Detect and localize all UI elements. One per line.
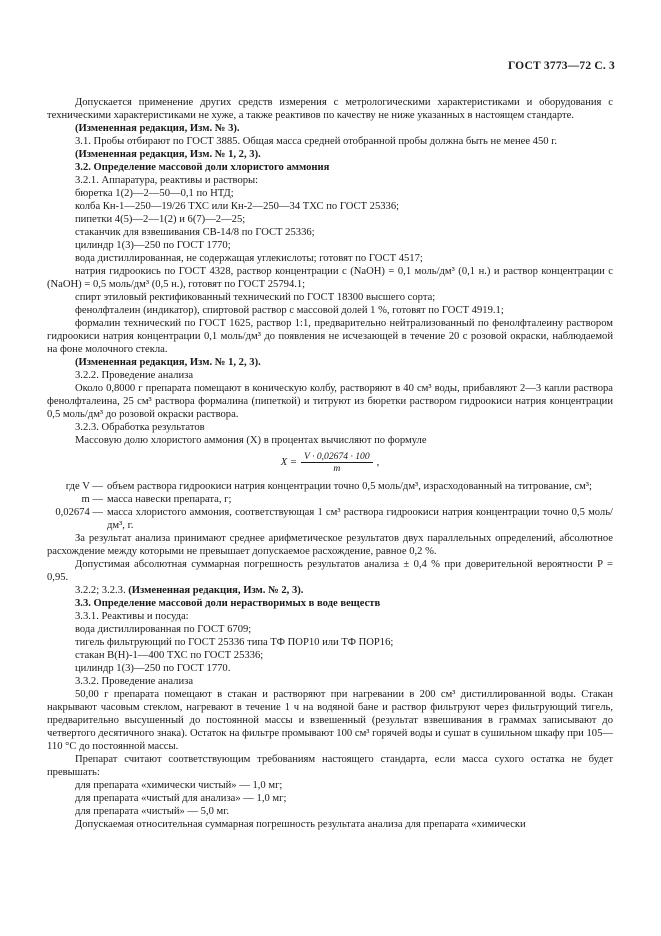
- list-item: цилиндр 1(3)—250 по ГОСТ 1770;: [75, 240, 231, 251]
- revision-clauses: 3.2.2; 3.2.3.: [75, 585, 126, 596]
- paragraph: 50,00 г препарата помещают в стакан и растворяют при нагревании в 200 см³ дистиллированной воды. Стакан накрывают часовым стеклом, нагревают в течение 1 ч на водяной бане и раствор фильтруют через фильтрующий тигель, предварительно высушенный до постоянной массы и взвешенный (результат взвешивания в граммах записывают до четвертого десятичного знака). Остаток на фильтре промывают 100 см³ горячей воды и сушат в сушильном шкафу при 105—110 °С до постоянной массы.: [47, 689, 613, 752]
- list-item: вода дистиллированная по ГОСТ 6709;: [75, 624, 252, 635]
- definition-text: масса хлористого аммония, соответствующая 1 см³ раствора гидроокиси натрия концентрации точно 0,5 моль/дм³, г.: [107, 507, 613, 531]
- list-item: натрия гидроокись по ГОСТ 4328, раствор концентрации c (NaOH) = 0,1 моль/дм³ (0,1 н.) и раствор концентрации c (NaOH) = 0,5 моль/дм³ (0,5 н.), готовят по ГОСТ 25794.1;: [47, 266, 613, 290]
- section-heading: 3.2. Определение массовой доли хлористого аммония: [75, 162, 330, 173]
- definition-row: [47, 480, 613, 493]
- page-header: ГОСТ 3773—72 С. 3: [507, 60, 615, 72]
- paragraph: Массовую долю хлористого аммония (X) в процентах вычисляют по формуле: [75, 435, 427, 446]
- subsection-heading: 3.2.1. Аппаратура, реактивы и растворы:: [75, 175, 259, 186]
- list-item: пипетки 4(5)—2—1(2) и 6(7)—2—25;: [75, 214, 246, 225]
- formula: [47, 451, 613, 474]
- section-heading: 3.3. Определение массовой доли нерастворимых в воде веществ: [75, 598, 381, 609]
- list-item: колба Кн-1—250—19/26 ТХС или Кн-2—250—34 ТХС по ГОСТ 25336;: [75, 201, 400, 212]
- list-item: спирт этиловый ректификованный технический по ГОСТ 18300 высшего сорта;: [75, 292, 436, 303]
- paragraph: За результат анализа принимают среднее арифметическое результатов двух параллельных определений, абсолютное расхождение между которыми не превышает допускаемое расхождение, равное 0,2 %.: [47, 533, 613, 557]
- list-item: для препарата «чистый» — 5,0 мг.: [75, 806, 230, 817]
- formula-tail: ,: [376, 457, 380, 468]
- paragraph: Допустимая абсолютная суммарная погрешность результатов анализа ± 0,4 % при доверительной вероятности P = 0,95.: [47, 559, 613, 583]
- definition-row: [47, 493, 613, 506]
- subsection-heading: 3.2.3. Обработка результатов: [75, 422, 205, 433]
- paragraph: Допускается применение других средств измерения с метрологическими характеристиками и оборудования с техническими характеристиками не хуже, а также реактивов по качеству не ниже указанных в настоящем стандарте.: [47, 97, 613, 121]
- list-item: стакан В(Н)-1—400 ТХС по ГОСТ 25336;: [75, 650, 264, 661]
- paragraph: Около 0,8000 г препарата помещают в коническую колбу, растворяют в 40 см³ воды, прибавляют 2—3 капли раствора фенолфталеина, 25 см³ раствора формалина (пипеткой) и титруют из бюретки раствором гидроокиси натрия концентрации 0,5 моль/дм³ до розовой окраски раствора.: [47, 383, 613, 420]
- list-item: для препарата «чистый для анализа» — 1,0 мг;: [75, 793, 287, 804]
- list-item: формалин технический по ГОСТ 1625, раствор 1:1, предварительно нейтрализованный по фенолфталеину раствором гидроокиси натрия концентрации 0,1 моль/дм³ до появления не исчезающей в течение 20 с розовой окраски, наблюдаемой на фоне молочного стекла.: [47, 318, 613, 355]
- list-item: бюретка 1(2)—2—50—0,1 по НТД;: [75, 188, 234, 199]
- definition-symbol: 0,02674 —: [55, 507, 103, 518]
- definition-text: масса навески препарата, г;: [107, 494, 232, 505]
- formula-denominator: m: [333, 463, 341, 474]
- definition-symbol: m —: [81, 494, 103, 505]
- revision-note: (Измененная редакция, Изм. № 3).: [75, 123, 240, 134]
- revision-note: (Измененная редакция, Изм. № 2, 3).: [128, 585, 304, 596]
- paragraph: 3.1. Пробы отбирают по ГОСТ 3885. Общая масса средней отобранной пробы должна быть не менее 450 г.: [75, 136, 558, 147]
- subsection-heading: 3.2.2. Проведение анализа: [75, 370, 194, 381]
- definition-text: объем раствора гидроокиси натрия концентрации точно 0,5 моль/дм³, израсходованный на титрование, см³;: [107, 481, 592, 492]
- document-body: [47, 96, 613, 831]
- revision-note: (Измененная редакция, Изм. № 1, 2, 3).: [75, 357, 261, 368]
- list-item: для препарата «химически чистый» — 1,0 мг;: [75, 780, 283, 791]
- list-item: фенолфталеин (индикатор), спиртовой раствор с массовой долей 1 %, готовят по ГОСТ 4919.1;: [75, 305, 504, 316]
- formula-fraction: [301, 451, 373, 474]
- formula-lhs: X =: [280, 457, 297, 468]
- definition-row: [47, 506, 613, 532]
- revision-line: [47, 584, 613, 597]
- paragraph: Допускаемая относительная суммарная погрешность результата анализа для препарата «химически: [75, 819, 526, 830]
- list-item: вода дистиллированная, не содержащая углекислоты; готовят по ГОСТ 4517;: [75, 253, 423, 264]
- formula-numerator: V · 0,02674 · 100: [301, 451, 373, 463]
- definition-symbol: где V —: [65, 481, 103, 492]
- list-item: стаканчик для взвешивания СВ-14/8 по ГОСТ 25336;: [75, 227, 315, 238]
- list-item: тигель фильтрующий по ГОСТ 25336 типа ТФ ПОР10 или ТФ ПОР16;: [75, 637, 394, 648]
- list-item: цилиндр 1(3)—250 по ГОСТ 1770.: [75, 663, 231, 674]
- subsection-heading: 3.3.1. Реактивы и посуда:: [75, 611, 189, 622]
- formula-definitions: [47, 480, 613, 532]
- subsection-heading: 3.3.2. Проведение анализа: [75, 676, 194, 687]
- revision-note: (Измененная редакция, Изм. № 1, 2, 3).: [75, 149, 261, 160]
- paragraph: Препарат считают соответствующим требованиям настоящего стандарта, если масса сухого остатка не будет превышать:: [47, 754, 613, 778]
